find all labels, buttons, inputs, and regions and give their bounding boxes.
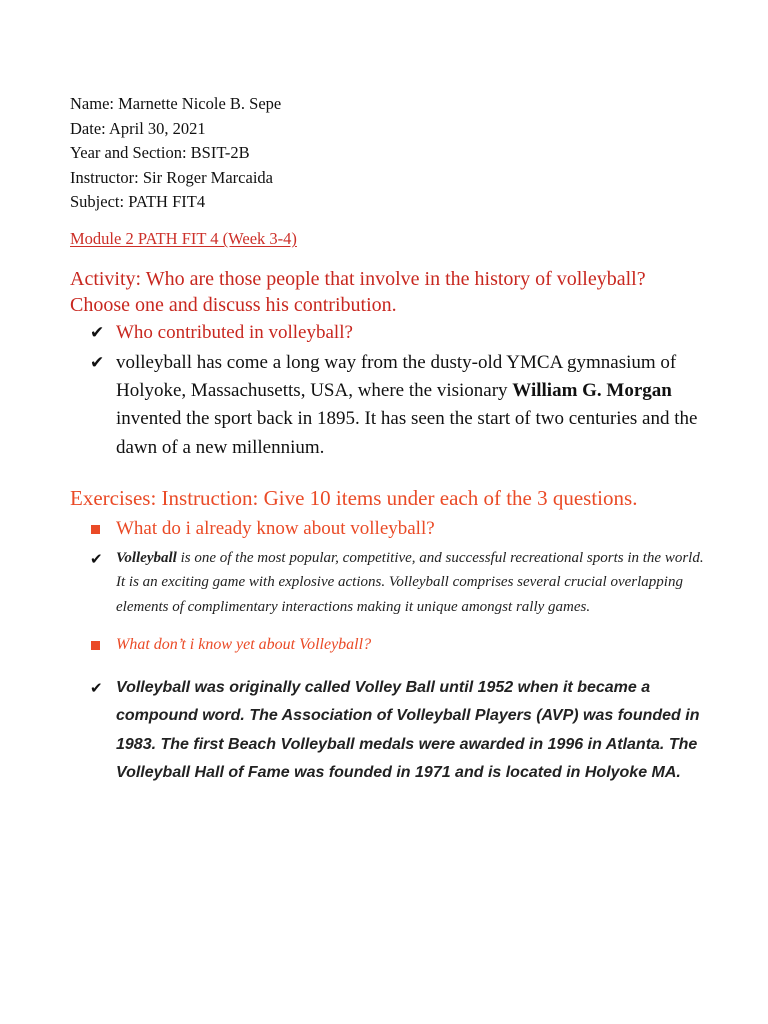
answer-highlight: William G. Morgan xyxy=(512,380,672,402)
module-title: Module 2 PATH FIT 4 (Week 3-4) xyxy=(70,228,297,248)
year-section: Year and Section: BSIT-2B xyxy=(70,143,250,163)
activity-list xyxy=(70,320,708,462)
answer-highlight: Volleyball xyxy=(116,549,177,566)
activity-instruction: Choose one and discuss his contribution. xyxy=(70,293,397,316)
check-mark-icon: ✔ xyxy=(90,678,103,697)
answer-text: volleyball has come a long way from the dusty-old YMCA gymnasium of Holyoke, Massachusetts, USA, where the visionary xyxy=(116,351,677,402)
student-name: Name: Marnette Nicole B. Sepe xyxy=(70,94,282,113)
check-mark-icon: ✔ xyxy=(90,352,105,373)
check-mark-icon: ✔ xyxy=(90,322,105,343)
exercise-list xyxy=(70,634,708,656)
answer-text: is one of the most popular, competitive, and successful recreational sports in the world. It is an exciting game with explosive actions. Volleyball comprises several crucial overlapping elements of complimentary interactions making it unique amongst rally games. xyxy=(116,549,704,615)
instructor-name: Instructor: Sir Roger Marcaida xyxy=(70,167,273,187)
activity-answer xyxy=(116,349,708,462)
activity-section xyxy=(70,266,708,318)
list-item xyxy=(90,516,708,542)
activity-prompt: Activity: Who are those people that involve in the history of volleyball? xyxy=(70,267,646,290)
activity-question: Who contributed in volleyball? xyxy=(116,321,353,343)
submission-date: Date: April 30, 2021 xyxy=(70,118,206,138)
list-item xyxy=(90,320,708,346)
list-item xyxy=(90,634,708,656)
exercise-list xyxy=(70,516,708,542)
exercise-answer-2: Volleyball was originally called Volley Ball until 1952 when it became a compound word. The Association of Volleyball Players (AVP) was founded in 1983. The first Beach Volleyball medals were awarded in 1996 in Atlanta. The Volleyball Hall of Fame was founded in 1971 and is located in Holyoke MA. xyxy=(116,678,700,782)
list-item xyxy=(90,546,708,620)
student-info xyxy=(70,92,708,215)
list-item xyxy=(90,349,708,462)
check-mark-icon: ✔ xyxy=(90,549,103,568)
exercises-section xyxy=(70,484,708,512)
answer-text: invented the sport back in 1895. It has seen the start of two centuries and the dawn of a new millennium. xyxy=(116,408,698,458)
exercises-title: Exercises: Instruction: Give 10 items under each of the 3 questions. xyxy=(70,485,638,510)
exercise-question-1: What do i already know about volleyball? xyxy=(116,517,435,539)
list-item xyxy=(90,674,708,788)
exercise-answer-list-1 xyxy=(70,546,708,620)
exercise-answer-1 xyxy=(116,546,708,620)
exercise-answer-list-2 xyxy=(70,674,708,788)
exercise-question-2: What don’t i know yet about Volleyball? xyxy=(116,635,372,653)
subject-name: Subject: PATH FIT4 xyxy=(70,192,206,212)
